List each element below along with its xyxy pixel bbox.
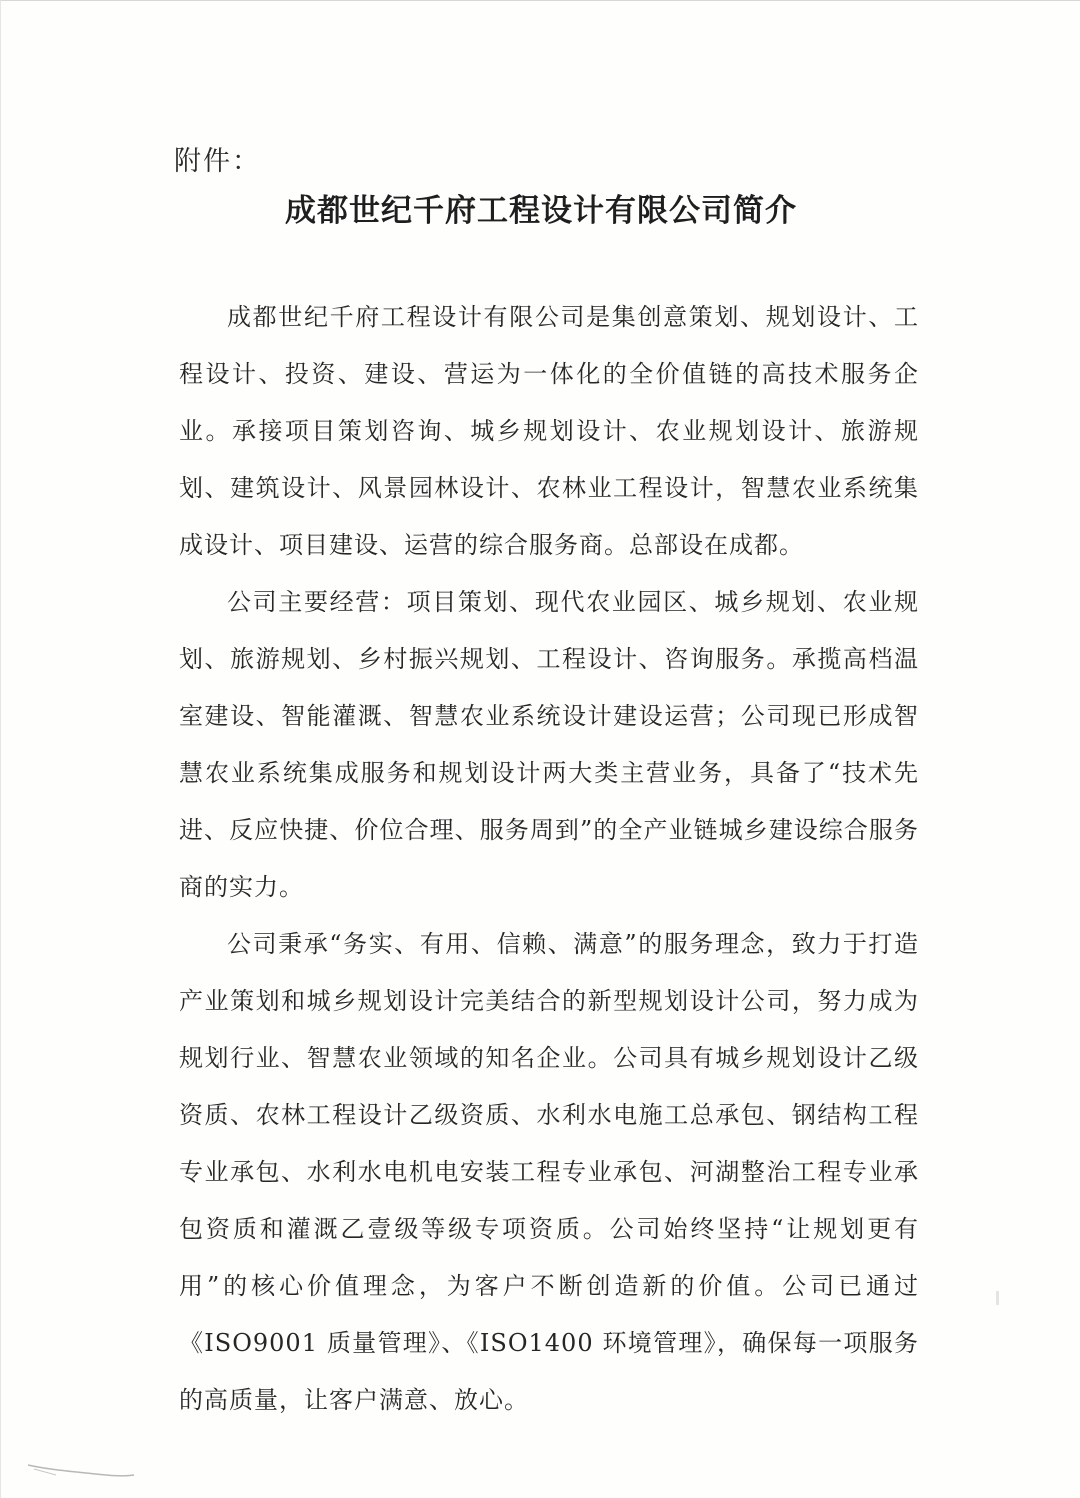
paragraph-business: 公司主要经营：项目策划、现代农业园区、城乡规划、农业规划、旅游规划、乡村振兴规划、工程设计、咨询服务。承揽高档温室建设、智能灌溉、智慧农业系统设计建设运营；公司现已形成智慧农业系统集成服务和规划设计两大类主营业务，具备了“技术先进、反应快捷、价位合理、服务周到”的全产业链城乡建设综合服务商的实力。 (179, 588, 919, 901)
document-body (179, 289, 919, 1429)
document-title: 成都世纪千府工程设计有限公司简介 (285, 193, 797, 229)
paragraph-intro: 成都世纪千府工程设计有限公司是集创意策划、规划设计、工程设计、投资、建设、营运为一体化的全价值链的高技术服务企业。承接项目策划咨询、城乡规划设计、农业规划设计、旅游规划、建筑设计、风景园林设计、农林业工程设计，智慧农业系统集成设计、项目建设、运营的综合服务商。总部设在成都。 (179, 303, 919, 559)
paragraph-philosophy: 公司秉承“务实、有用、信赖、满意”的服务理念，致力于打造产业策划和城乡规划设计完美结合的新型规划设计公司，努力成为规划行业、智慧农业领域的知名企业。公司具有城乡规划设计乙级资质、农林工程设计乙级资质、水利水电施工总承包、钢结构工程专业承包、水利水电机电安装工程专业承包、河湖整治工程专业承包资质和灌溉乙壹级等级专项资质。公司始终坚持“让规划更有用”的核心价值理念，为客户不断创造新的价值。公司已通过《ISO9001 质量管理》、《ISO1400 环境管理》，确保每一项服务的高质量，让客户满意、放心。 (179, 930, 919, 1414)
scan-edge-mark (996, 1291, 999, 1305)
scan-smudge-mark (26, 1459, 136, 1481)
attachment-label: 附件： (174, 146, 261, 177)
